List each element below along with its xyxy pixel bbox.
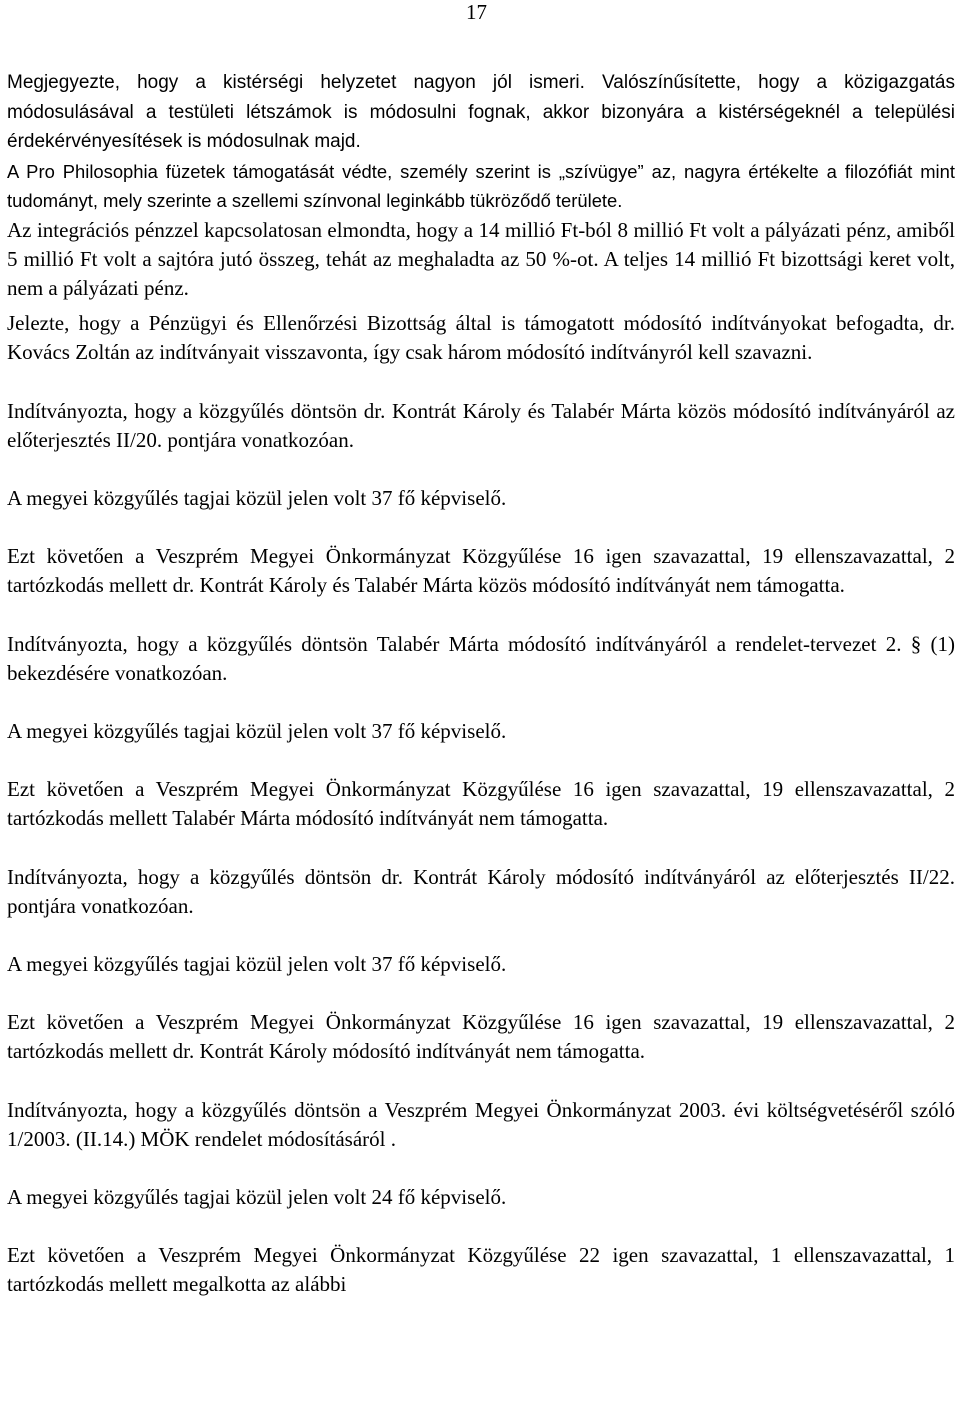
document-body [7,68,955,1327]
paragraph: Indítványozta, hogy a közgyűlés döntsön dr. Kontrát Károly és Talabér Márta közös módosító indítványáról az előterjesztés II/20. pontjára vonatkozóan. [7,398,955,452]
paragraph: Ezt követően a Veszprém Megyei Önkormányzat Közgyűlése 16 igen szavazattal, 19 ellenszavazattal, 2 tartózkodás mellett dr. Kontrát Károly és Talabér Márta közös módosító indítványát nem támogatta. [7,544,955,598]
paragraph: Az integrációs pénzzel kapcsolatosan elmondta, hogy a 14 millió Ft-ból 8 millió Ft volt a pályázati pénz, amiből 5 millió Ft volt a sajtóra jutó összeg, tehát az meghaladta az 50 %-ot. A teljes 14 millió Ft bizottsági keret volt, nem a pályázati pénz. [7,217,955,300]
paragraph: Indítványozta, hogy a közgyűlés döntsön Talabér Márta módosító indítványáról a rendelet-tervezet 2. § (1) bekezdésére vonatkozóan. [7,631,955,685]
paragraph: Jelezte, hogy a Pénzügyi és Ellenőrzési Bizottság által is támogatott módosító indítványokat befogadta, dr. Kovács Zoltán az indítványait visszavonta, így csak három módosító indítványról kell szavazni. [7,311,955,365]
paragraph: A megyei közgyűlés tagjai közül jelen volt 37 fő képviselő. [7,951,507,976]
page-number: 17 [466,0,487,24]
paragraph: A megyei közgyűlés tagjai közül jelen volt 37 fő képviselő. [7,718,507,743]
paragraph: Ezt követően a Veszprém Megyei Önkormányzat Közgyűlése 16 igen szavazattal, 19 ellenszavazattal, 2 tartózkodás mellett Talabér Márta módosító indítványát nem támogatta. [7,777,955,831]
paragraph: Indítványozta, hogy a közgyűlés döntsön dr. Kontrát Károly módosító indítványáról az előterjesztés II/22. pontjára vonatkozóan. [7,864,955,918]
paragraph: Indítványozta, hogy a közgyűlés döntsön a Veszprém Megyei Önkormányzat 2003. évi költségvetéséről szóló 1/2003. (II.14.) MÖK rendelet módosításáról . [7,1097,955,1151]
paragraph: A megyei közgyűlés tagjai közül jelen volt 37 fő képviselő. [7,485,507,510]
paragraph: Ezt követően a Veszprém Megyei Önkormányzat Közgyűlése 22 igen szavazattal, 1 ellenszavazattal, 1 tartózkodás mellett megalkotta az alábbi [7,1243,955,1297]
paragraph: A Pro Philosophia füzetek támogatását védte, személy szerint is „szívügye” az, nagyra értékelte a filozófiát mint tudományt, mely szerinte a szellemi színvonal leginkább tükröződő területe. [7,160,955,211]
paragraph: A megyei közgyűlés tagjai közül jelen volt 24 fő képviselő. [7,1184,507,1209]
paragraph: Megjegyezte, hogy a kistérségi helyzetet nagyon jól ismeri. Valószínűsítette, hogy a közigazgatás módosulásával a testületi létszámok is módosulni fognak, akkor bizonyára a kistérségeknél a települési érdekérvényesítések is módosulnak majd. [7,72,955,152]
paragraph: Ezt követően a Veszprém Megyei Önkormányzat Közgyűlése 16 igen szavazattal, 19 ellenszavazattal, 2 tartózkodás mellett dr. Kontrát Károly módosító indítványát nem támogatta. [7,1010,955,1064]
